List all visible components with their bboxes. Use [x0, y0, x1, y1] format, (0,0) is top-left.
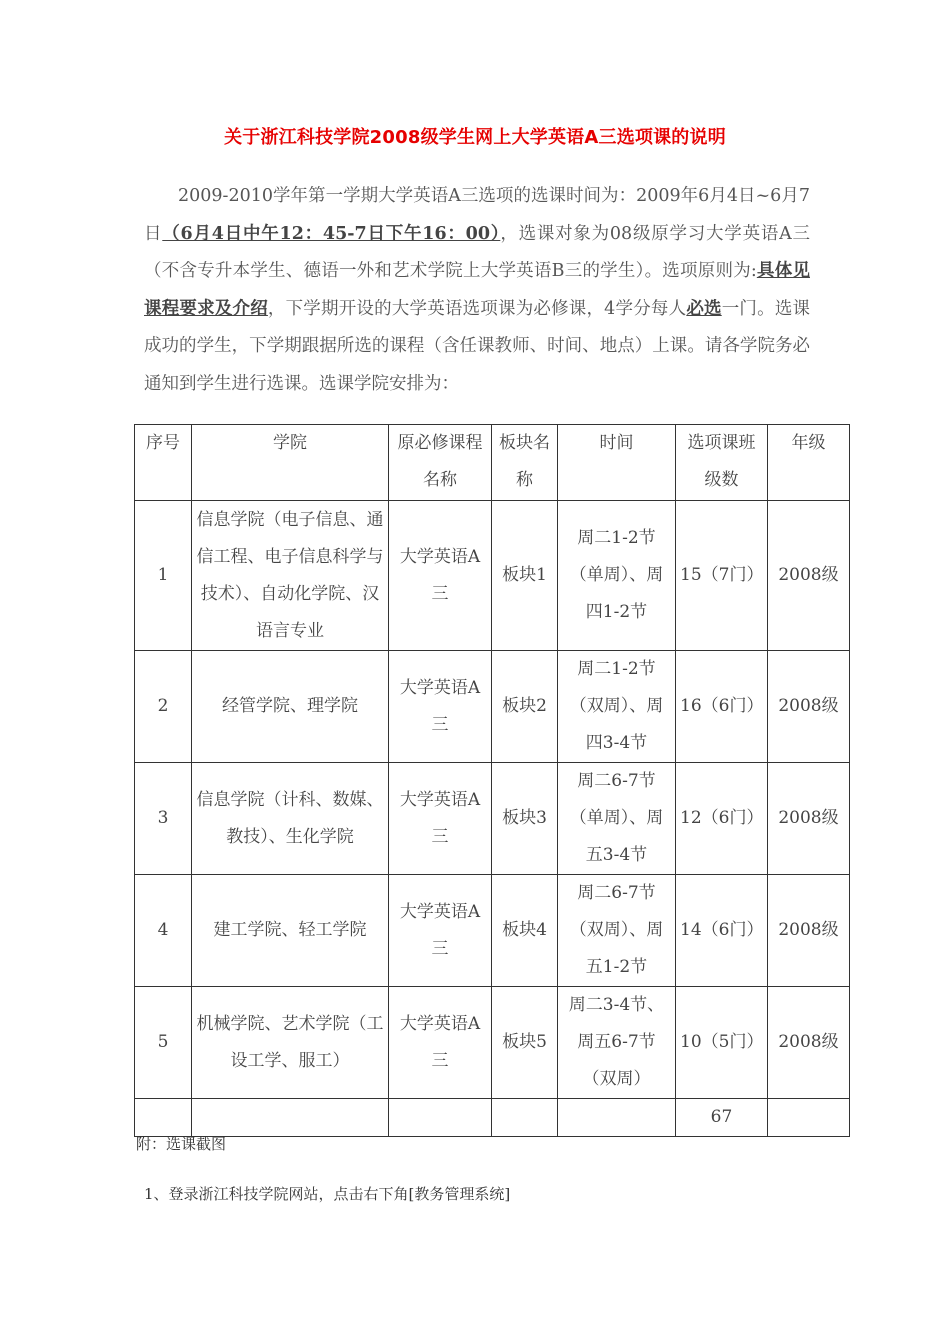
table-total-row — [135, 1099, 850, 1137]
table-cell: 板块5 — [492, 987, 558, 1099]
table-cell: 大学英语A三 — [389, 763, 492, 875]
intro-paragraph — [144, 178, 810, 404]
table-cell — [492, 1099, 558, 1137]
header-cell-grade: 年级 — [768, 425, 850, 501]
step-1-instruction: 1、登录浙江科技学院网站，点击右下角[教务管理系统] — [144, 1185, 511, 1203]
table-cell: 机械学院、艺术学院（工设工学、服工） — [192, 987, 389, 1099]
table-cell: 信息学院（计科、数媒、教技）、生化学院 — [192, 763, 389, 875]
table-cell: 板块3 — [492, 763, 558, 875]
table-cell: 2008级 — [768, 987, 850, 1099]
table-cell: 信息学院（电子信息、通信工程、电子信息科学与技术）、自动化学院、汉语言专业 — [192, 501, 389, 651]
header-cell-module: 板块名称 — [492, 425, 558, 501]
table-cell: 1 — [135, 501, 192, 651]
table-cell: 大学英语A三 — [389, 501, 492, 651]
table-cell: 周二3-4节、周五6-7节（双周） — [558, 987, 676, 1099]
appendix-note: 附：选课截图 — [136, 1135, 227, 1153]
total-class-count: 67 — [676, 1099, 768, 1137]
table-cell — [558, 1099, 676, 1137]
table-cell: 周二1-2节（双周）、周四3-4节 — [558, 651, 676, 763]
table-cell: 板块2 — [492, 651, 558, 763]
table-cell: 2008级 — [768, 501, 850, 651]
table-row — [135, 875, 850, 987]
table-cell: 周二6-7节（单周）、周五3-4节 — [558, 763, 676, 875]
table-row — [135, 501, 850, 651]
table-cell — [192, 1099, 389, 1137]
document-title: 关于浙江科技学院2008级学生网上大学英语A三选项课的说明 — [224, 127, 726, 148]
table-row — [135, 763, 850, 875]
table-cell: 经管学院、理学院 — [192, 651, 389, 763]
table-cell: 2008级 — [768, 763, 850, 875]
table-cell: 14（6门） — [676, 875, 768, 987]
header-cell-college: 学院 — [192, 425, 389, 501]
header-cell-class-count: 选项课班级数 — [676, 425, 768, 501]
header-cell-index: 序号 — [135, 425, 192, 501]
table-row — [135, 987, 850, 1099]
table-cell: 5 — [135, 987, 192, 1099]
table-cell: 2008级 — [768, 875, 850, 987]
table-header-row — [135, 425, 850, 501]
intro-text-4: 一门。选课成功的学生，下学期跟据所选的课程（含任课教师、时间、地点）上课。请各学院务必通知到学生进行选课。选课学院安排为： — [144, 298, 811, 394]
table-cell: 大学英语A三 — [389, 875, 492, 987]
intro-required-choice: 必选 — [686, 298, 722, 319]
header-cell-time: 时间 — [558, 425, 676, 501]
table-cell: 周二1-2节（单周）、周四1-2节 — [558, 501, 676, 651]
intro-time-window: （6月4日中午12：45-7日下午16：00） — [162, 223, 501, 244]
table-cell — [135, 1099, 192, 1137]
intro-text-1: 2009-2010学年第一学期大学英语A三选项的选课时间为：2009年6月4日~6月7日 — [144, 186, 810, 244]
table-cell: 建工学院、轻工学院 — [192, 875, 389, 987]
table-cell: 12（6门） — [676, 763, 768, 875]
table-cell: 3 — [135, 763, 192, 875]
table-cell: 16（6门） — [676, 651, 768, 763]
table-cell: 2008级 — [768, 651, 850, 763]
table-cell: 10（5门） — [676, 987, 768, 1099]
table-row — [135, 651, 850, 763]
table-cell — [768, 1099, 850, 1137]
table-cell: 15（7门） — [676, 501, 768, 651]
course-details-link[interactable]: 具体见课程要求及介绍 — [144, 261, 810, 319]
table-cell: 板块4 — [492, 875, 558, 987]
table-cell: 4 — [135, 875, 192, 987]
table-cell: 大学英语A三 — [389, 651, 492, 763]
intro-text-3: ，下学期开设的大学英语选项课为必修课，4学分每人 — [267, 298, 687, 319]
table-cell: 板块1 — [492, 501, 558, 651]
table-cell: 大学英语A三 — [389, 987, 492, 1099]
header-cell-course: 原必修课程名称 — [389, 425, 492, 501]
intro-text-2: ，选课对象为08级原学习大学英语A三（不含专升本学生、德语一外和艺术学院上大学英语B三的学生）。选项原则为: — [144, 223, 811, 282]
table-cell — [389, 1099, 492, 1137]
table-cell: 周二6-7节（双周）、周五1-2节 — [558, 875, 676, 987]
table-cell: 2 — [135, 651, 192, 763]
schedule-table — [134, 424, 850, 1137]
